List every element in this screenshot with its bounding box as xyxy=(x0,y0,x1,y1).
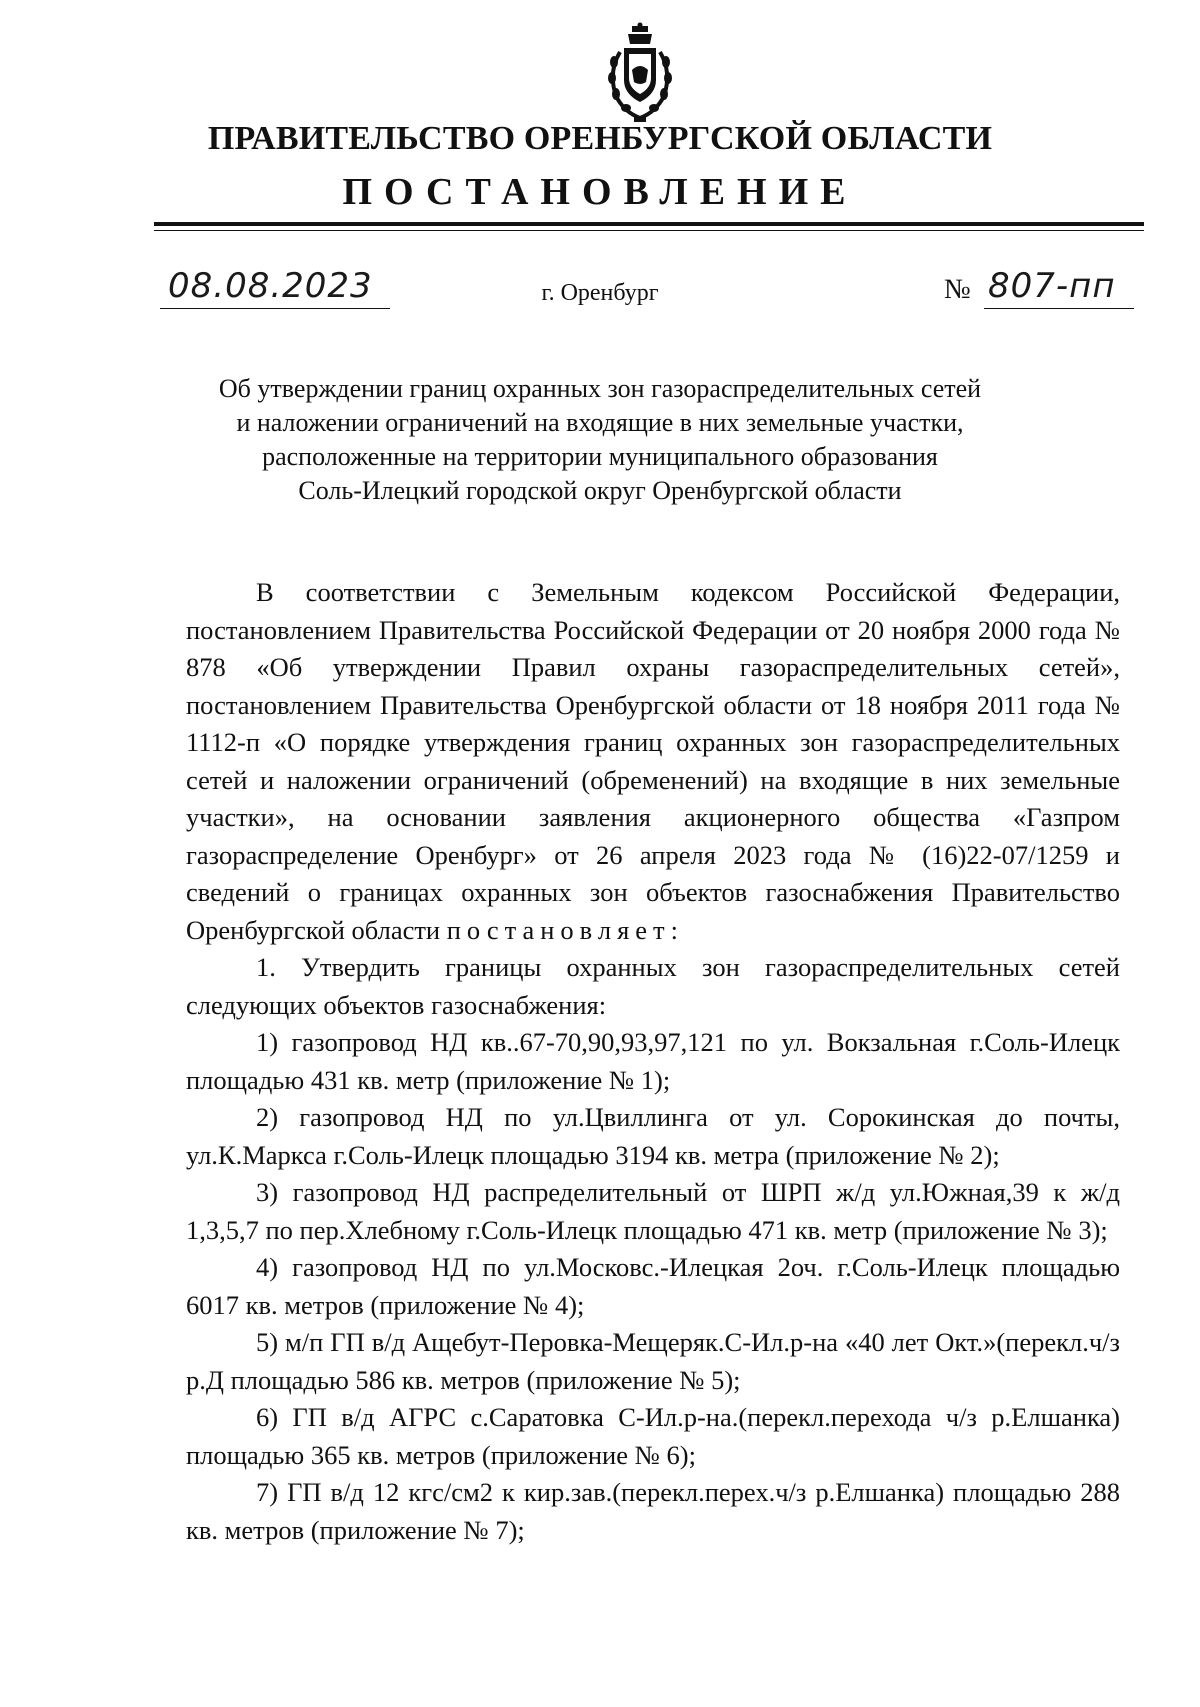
document-city: г. Оренбург xyxy=(541,280,659,306)
document-date: 08.08.2023 xyxy=(168,266,373,306)
list-item: 2) газопровод НД по ул.Цвиллинга от ул. Сорокинская до почты, ул.К.Маркса г.Соль-Илецк площадью 3194 кв. метра (приложение № 2); xyxy=(186,1102,1120,1170)
document-subject xyxy=(0,372,1200,508)
list-item: 1) газопровод НД кв..67-70,90,93,97,121 по ул. Вокзальная г.Соль-Илецк площадью 431 кв. метр (приложение № 1); xyxy=(186,1027,1120,1095)
list-item: 7) ГП в/д 12 кгс/см2 к кир.зав.(перекл.перех.ч/з р.Елшанка) площадью 288 кв. метров (приложение № 7); xyxy=(186,1477,1120,1545)
subject-line: и наложении ограничений на входящие в них земельные участки, xyxy=(236,408,964,437)
header-divider xyxy=(154,222,1144,226)
point-1-paragraph: 1. Утвердить границы охранных зон газораспределительных сетей следующих объектов газоснабжения: xyxy=(186,952,1120,1020)
document-type-title: ПОСТАНОВЛЕНИЕ xyxy=(342,171,858,213)
document-number-field xyxy=(984,262,1134,309)
document-number: 807-пп xyxy=(988,266,1116,306)
resolves-word: постановляет: xyxy=(446,914,684,945)
list-item: 3) газопровод НД распределительный от ШРП ж/д ул.Южная,39 к ж/д 1,3,5,7 по пер.Хлебному г.Соль-Илецк площадью 471 кв. метр (приложение № 3); xyxy=(186,1177,1120,1245)
list-item: 4) газопровод НД по ул.Московс.-Илецкая 2оч. г.Соль-Илецк площадью 6017 кв. метров (приложение № 4); xyxy=(186,1252,1120,1320)
subject-line: Соль-Илецкий городской округ Оренбургской области xyxy=(298,476,902,505)
list-item: 5) м/п ГП в/д Ащебут-Перовка-Мещеряк.С-Ил.р-на «40 лет Окт.»(перекл.ч/з р.Д площадью 586 кв. метров (приложение № 5); xyxy=(186,1327,1120,1395)
preamble-text: В соответствии с Земельным кодексом Российской Федерации, постановлением Правительства Российской Федерации от 20 ноября 2000 года № 878 «Об утверждении Правил охраны газораспределительных сетей», постановлением Правительства Оренбургской области от 18 ноября 2011 года № 1112-п «О порядке утверждения границ охранных зон газораспределительных сетей и наложении ограничений (обременений) на входящие в них земельные участки», на основании заявления акционерного общества «Газпром газораспределение Оренбург» от 26 апреля 2023 года № (16)22-07/1259 и сведений о границах охранных зон объектов газоснабжения Правительство Оренбургской области xyxy=(186,577,1120,945)
subject-line: расположенные на территории муниципального образования xyxy=(262,442,938,471)
document-number-label: № xyxy=(944,274,971,305)
list-item: 6) ГП в/д АГРС с.Саратовка С-Ил.р-на.(перекл.перехода ч/з р.Елшанка) площадью 365 кв. метров (приложение № 6); xyxy=(186,1402,1120,1470)
preamble-paragraph xyxy=(186,574,1120,949)
government-title: ПРАВИТЕЛЬСТВО ОРЕНБУРГСКОЙ ОБЛАСТИ xyxy=(207,120,993,157)
subject-line: Об утверждении границ охранных зон газораспределительных сетей xyxy=(218,374,982,403)
header-divider-thin xyxy=(154,230,1144,231)
coat-of-arms-icon xyxy=(604,22,676,124)
document-body xyxy=(186,574,1120,1549)
